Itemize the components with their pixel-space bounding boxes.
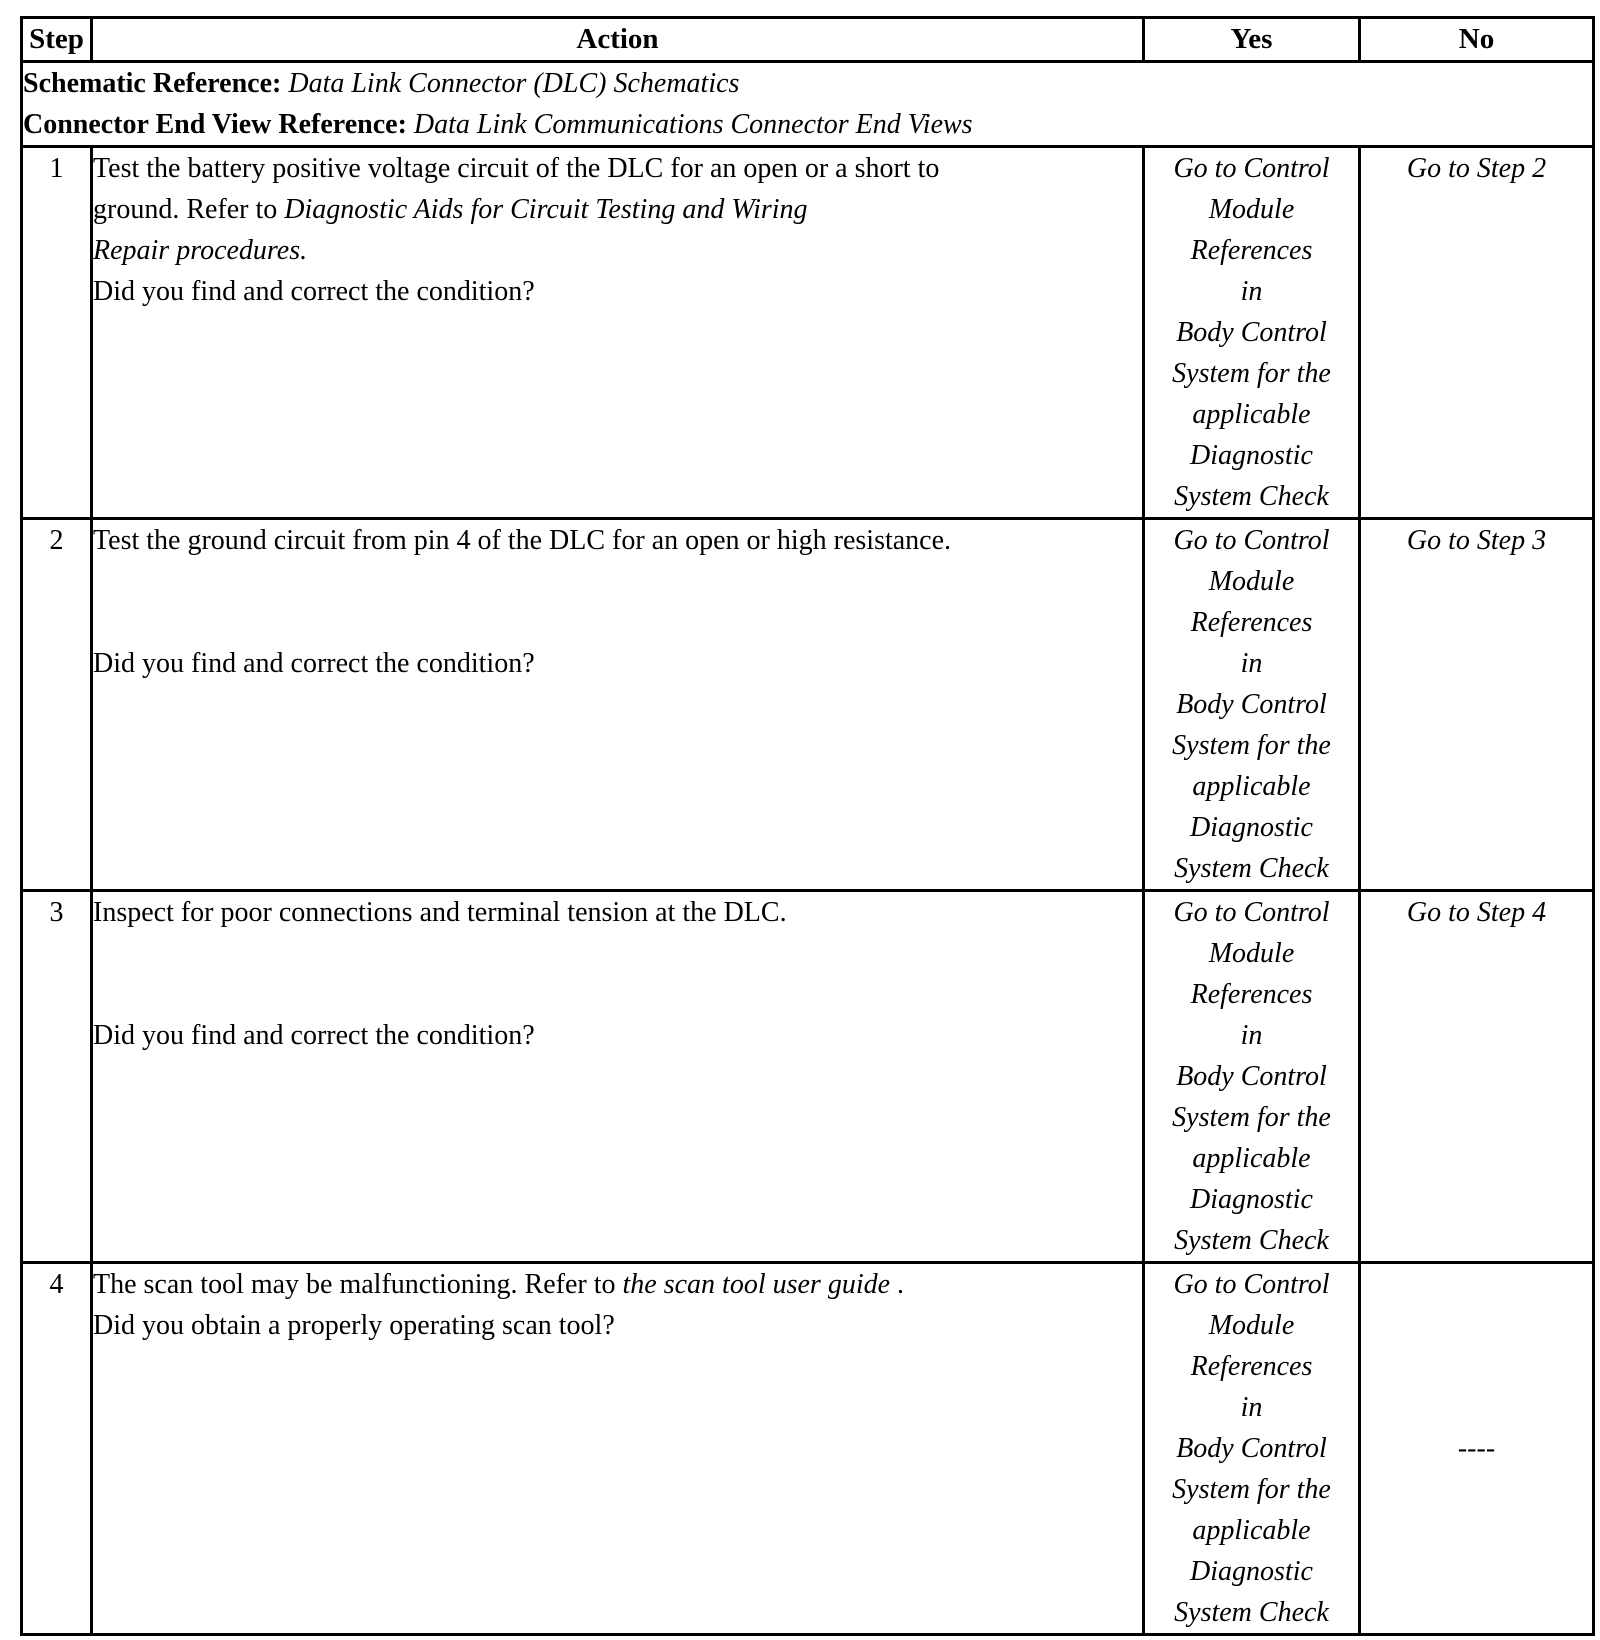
spacer [93, 561, 1142, 643]
yes-cell[interactable] [1144, 1263, 1360, 1635]
yes-line: applicable [1192, 771, 1311, 802]
yes-line: Body Control [1176, 689, 1327, 720]
action-text-suffix: . [890, 1269, 905, 1300]
yes-line: System for the [1172, 1474, 1331, 1505]
yes-line: Body Control [1176, 1433, 1327, 1464]
yes-line: System Check [1174, 853, 1329, 884]
yes-line: References [1190, 1351, 1313, 1382]
action-text: Test the battery positive voltage circuit of the DLC for an open or a short to [93, 153, 940, 184]
yes-line: Diagnostic [1190, 1184, 1313, 1215]
action-text: Inspect for poor connections and terminal tension at the DLC. [93, 897, 787, 928]
action-text [93, 189, 1142, 230]
yes-line: System for the [1172, 1102, 1331, 1133]
question-text: Did you find and correct the condition? [93, 648, 535, 679]
action-text-suffix: . [300, 235, 308, 266]
yes-line: Go to Control [1173, 525, 1330, 556]
yes-cell[interactable] [1144, 519, 1360, 891]
action-cell [92, 519, 1144, 891]
table-row [22, 891, 1594, 1263]
action-cell [92, 891, 1144, 1263]
no-cell: ---- [1360, 1263, 1594, 1635]
action-cell [92, 1263, 1144, 1635]
yes-line: Body Control [1176, 1061, 1327, 1092]
yes-line: System Check [1174, 481, 1329, 512]
table-row [22, 147, 1594, 519]
yes-line: Diagnostic [1190, 440, 1313, 471]
end-view-reference-link[interactable]: Data Link Communications Connector End Views [413, 109, 973, 140]
table-row [22, 1263, 1594, 1635]
end-view-reference [23, 104, 1592, 145]
step-number: 1 [22, 147, 92, 519]
yes-line: in [1240, 1392, 1263, 1423]
step-number: 2 [22, 519, 92, 891]
header-no: No [1360, 18, 1594, 62]
action-text [93, 230, 1142, 271]
reference-cell [22, 62, 1594, 147]
yes-line: Module [1208, 194, 1295, 225]
yes-line: References [1190, 607, 1313, 638]
end-view-reference-label: Connector End View Reference: [23, 109, 407, 140]
yes-line: Module [1208, 566, 1295, 597]
schematic-reference-link[interactable]: Data Link Connector (DLC) Schematics [288, 68, 740, 99]
action-text: Test the ground circuit from pin 4 of the DLC for an open or high resistance. [93, 525, 952, 556]
yes-line: in [1240, 276, 1263, 307]
yes-line: in [1240, 648, 1263, 679]
action-cell [92, 147, 1144, 519]
yes-line: Go to Control [1173, 1269, 1330, 1300]
yes-line: applicable [1192, 1515, 1311, 1546]
yes-line: System for the [1172, 730, 1331, 761]
yes-line: System Check [1174, 1225, 1329, 1256]
yes-line: System Check [1174, 1597, 1329, 1628]
question-text: Did you find and correct the condition? [93, 1020, 535, 1051]
yes-cell[interactable] [1144, 891, 1360, 1263]
yes-line: Go to Control [1173, 897, 1330, 928]
scan-tool-guide-link[interactable]: the scan tool user guide [622, 1269, 891, 1300]
yes-line: in [1240, 1020, 1263, 1051]
header-step: Step [22, 18, 92, 62]
header-action: Action [92, 18, 1144, 62]
diagnostic-table [20, 16, 1595, 1636]
question-text: Did you find and correct the condition? [93, 276, 535, 307]
header-row [22, 18, 1594, 62]
action-text [93, 1264, 1142, 1305]
schematic-reference [23, 63, 1592, 104]
header-yes: Yes [1144, 18, 1360, 62]
table-row [22, 519, 1594, 891]
schematic-reference-label: Schematic Reference: [23, 68, 282, 99]
yes-line: applicable [1192, 1143, 1311, 1174]
no-cell[interactable]: Go to Step 3 [1360, 519, 1594, 891]
yes-line: References [1190, 235, 1313, 266]
yes-line: System for the [1172, 358, 1331, 389]
procedure-reference-link[interactable]: Diagnostic Aids for Circuit Testing and Wiring [284, 194, 808, 225]
reference-row [22, 62, 1594, 147]
no-cell[interactable]: Go to Step 4 [1360, 891, 1594, 1263]
yes-line: Module [1208, 938, 1295, 969]
yes-line: References [1190, 979, 1313, 1010]
no-cell[interactable]: Go to Step 2 [1360, 147, 1594, 519]
yes-line: applicable [1192, 399, 1311, 430]
step-number: 4 [22, 1263, 92, 1635]
action-text-prefix: ground. Refer to [93, 194, 285, 225]
yes-line: Diagnostic [1190, 1556, 1313, 1587]
yes-line: Module [1208, 1310, 1295, 1341]
question-text: Did you obtain a properly operating scan tool? [93, 1310, 615, 1341]
action-text-prefix: The scan tool may be malfunctioning. Refer to [93, 1269, 623, 1300]
yes-cell[interactable] [1144, 147, 1360, 519]
step-number: 3 [22, 891, 92, 1263]
yes-line: Body Control [1176, 317, 1327, 348]
yes-line: Go to Control [1173, 153, 1330, 184]
spacer [93, 933, 1142, 1015]
yes-line: Diagnostic [1190, 812, 1313, 843]
procedure-reference-link[interactable]: Repair procedures [93, 235, 301, 266]
